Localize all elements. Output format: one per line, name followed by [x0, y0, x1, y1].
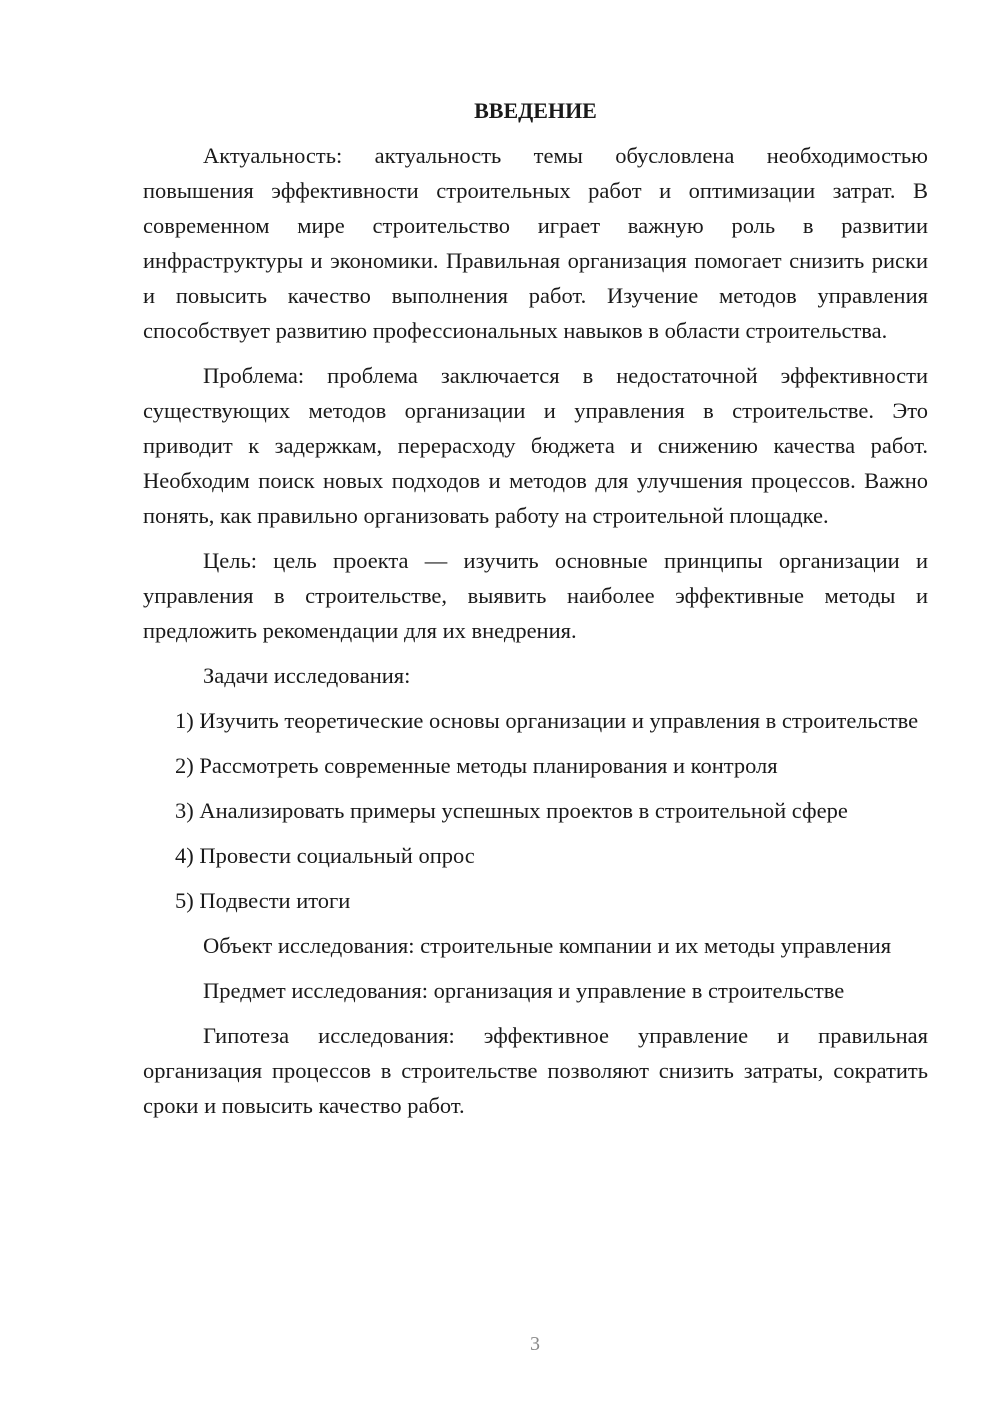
page-number: 3 [530, 1333, 540, 1355]
task-item-4: 4) Провести социальный опрос [175, 843, 475, 868]
goal-paragraph: Цель: цель проекта — изучить основные принципы организации и управления в строительстве, выявить наиболее эффективные методы и предложить рекомендации для их внедрения. [143, 548, 928, 643]
task-item-2: 2) Рассмотреть современные методы планирования и контроля [175, 753, 778, 778]
task-item-1: 1) Изучить теоретические основы организации и управления в строительстве [175, 708, 919, 733]
page-body [143, 96, 928, 1123]
hypothesis-paragraph: Гипотеза исследования: эффективное управление и правильная организация процессов в строительстве позволяют снизить затраты, сократить сроки и повысить качество работ. [143, 1023, 928, 1118]
task-item-3: 3) Анализировать примеры успешных проектов в строительной сфере [175, 798, 848, 823]
task-item-5: 5) Подвести итоги [175, 888, 351, 913]
problem-paragraph: Проблема: проблема заключается в недостаточной эффективности существующих методов организации и управления в строительстве. Это приводит к задержкам, перерасходу бюджета и снижению качества работ. Необходим поиск новых подходов и методов для улучшения процессов. Важно понять, как правильно организовать работу на строительной площадке. [143, 363, 928, 528]
subject-paragraph: Предмет исследования: организация и управление в строительстве [203, 978, 845, 1003]
object-paragraph: Объект исследования: строительные компании и их методы управления [203, 933, 892, 958]
tasks-heading: Задачи исследования: [203, 663, 411, 688]
relevance-paragraph: Актуальность: актуальность темы обусловлена необходимостью повышения эффективности строительных работ и оптимизации затрат. В современном мире строительство играет важную роль в развитии инфраструктуры и экономики. Правильная организация помогает снизить риски и повысить качество выполнения работ. Изучение методов управления способствует развитию профессиональных навыков в области строительства. [143, 143, 928, 343]
section-title: ВВЕДЕНИЕ [474, 98, 597, 123]
